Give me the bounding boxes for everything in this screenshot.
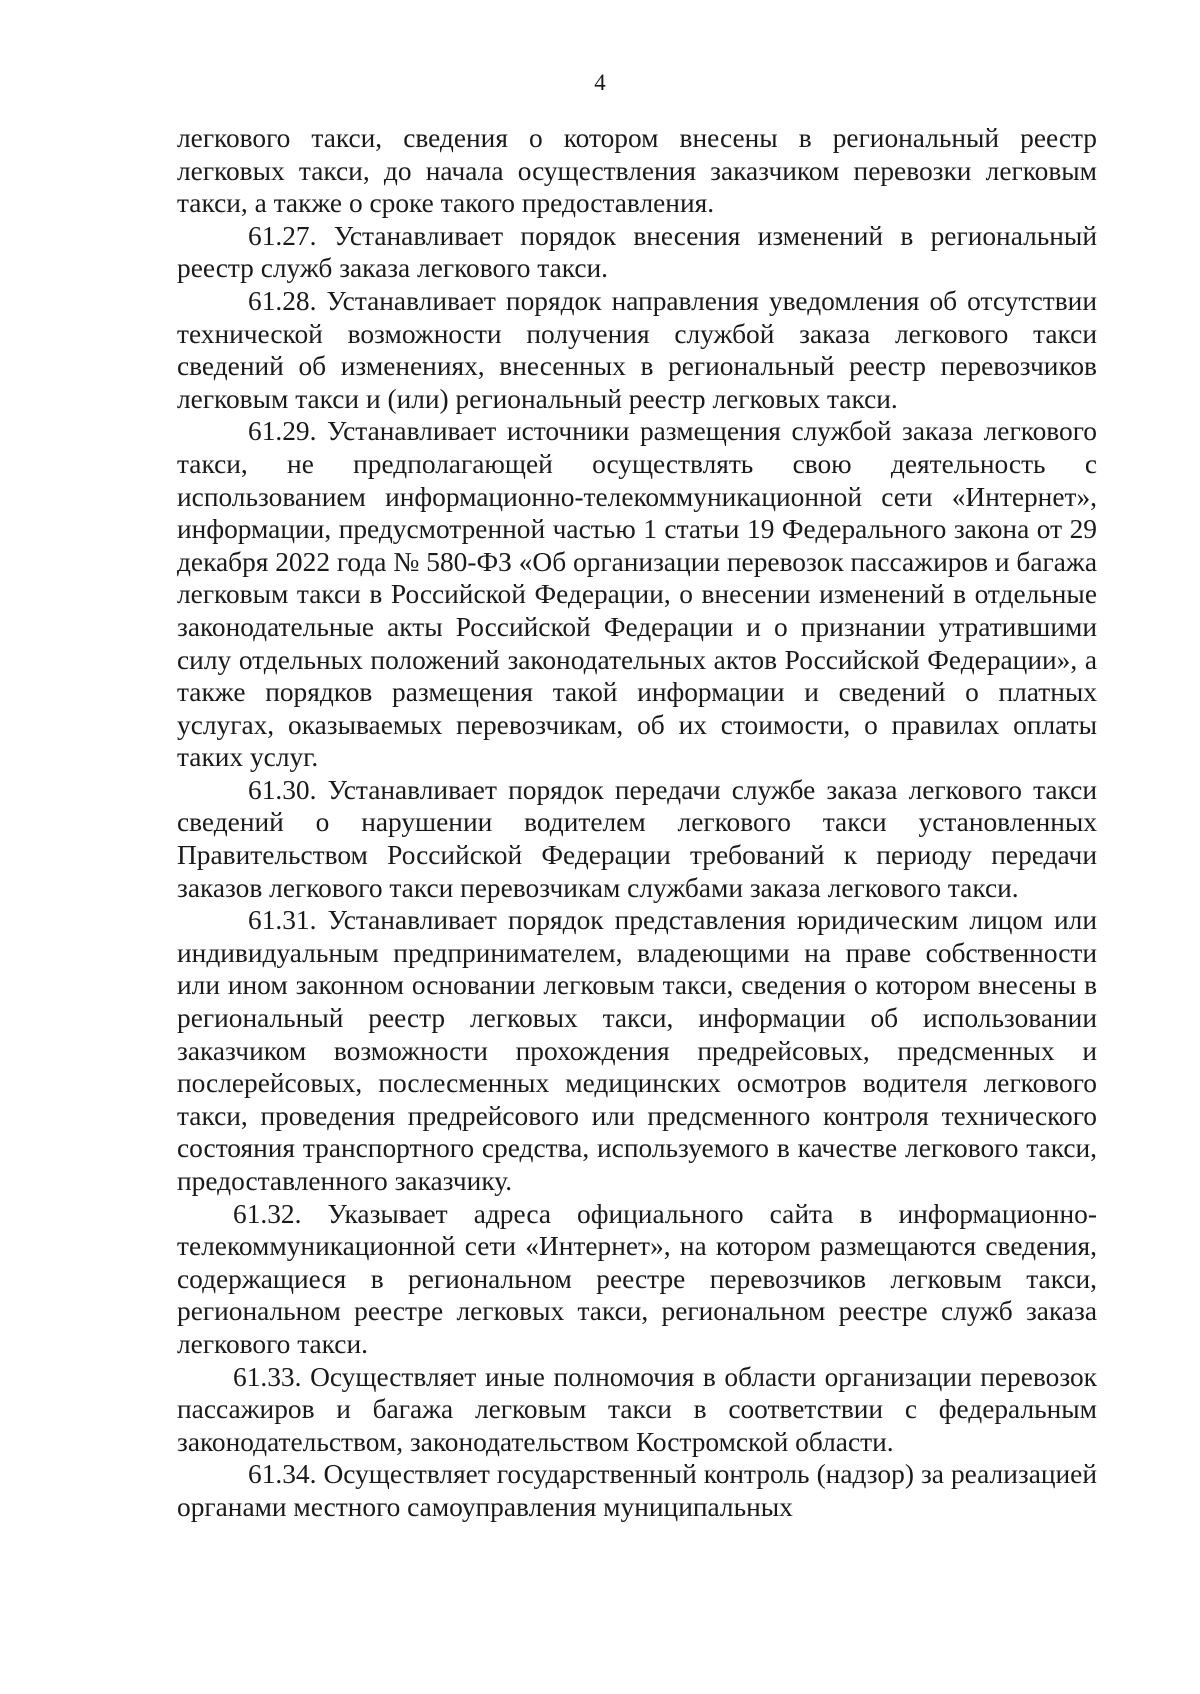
paragraph-61-32: 61.32. Указывает адреса официального сайта в информационно-телекоммуникационной сети «Интернет», на котором размещаются сведения, содержащиеся в региональном реестре перевозчиков легковым такси, региональном реестре легковых такси, региональном реестре служб заказа легкового такси. [177, 1198, 1097, 1359]
paragraph-continuation: легкового такси, сведения о котором внесены в региональный реестр легковых такси, до начала осуществления заказчиком перевозки легковым такси, а также о сроке такого предоставления. [177, 123, 1097, 219]
paragraph-61-34: 61.34. Осуществляет государственный контроль (надзор) за реализацией органами местного самоуправления муниципальных [177, 1459, 1097, 1522]
paragraph-61-30: 61.30. Устанавливает порядок передачи службе заказа легкового такси сведений о нарушении водителем легкового такси установленных Правительством Российской Федерации требований к периоду передачи заказов легкового такси перевозчикам службами заказа легкового такси. [177, 774, 1097, 903]
paragraph-61-29: 61.29. Устанавливает источники размещения службой заказа легкового такси, не предполагающей осуществлять свою деятельность с использованием информационно-телекоммуникационной сети «Интернет», информации, предусмотренной частью 1 статьи 19 Федерального закона от 29 декабря 2022 года № 580-ФЗ «Об организации перевозок пассажиров и багажа легковым такси в Российской Федерации, о внесении изменений в отдельные законодательные акты Российской Федерации и о признании утратившими силу отдельных положений законодательных актов Российской Федерации», а также порядков размещения такой информации и сведений о платных услугах, оказываемых перевозчикам, об их стоимости, о правилах оплаты таких услуг. [177, 416, 1097, 773]
page-number: 4 [594, 70, 606, 95]
paragraph-61-33: 61.33. Осуществляет иные полномочия в области организации перевозок пассажиров и багажа легковым такси в соответствии с федеральным законодательством, законодательством Костромской области. [177, 1361, 1097, 1457]
paragraph-61-27: 61.27. Устанавливает порядок внесения изменений в региональный реестр служб заказа легкового такси. [177, 220, 1097, 284]
paragraph-61-31: 61.31. Устанавливает порядок представления юридическим лицом или индивидуальным предпринимателем, владеющими на праве собственности или ином законном основании легковым такси, сведения о котором внесены в региональный реестр легковых такси, информации об использовании заказчиком возможности прохождения предрейсовых, предсменных и послерейсовых, послесменных медицинских осмотров водителя легкового такси, проведения предрейсового или предсменного контроля технического состояния транспортного средства, используемого в качестве легкового такси, предоставленного заказчику. [177, 905, 1097, 1196]
paragraph-61-28: 61.28. Устанавливает порядок направления уведомления об отсутствии технической возможности получения службой заказа легкового такси сведений об изменениях, внесенных в региональный реестр перевозчиков легковым такси и (или) региональный реестр легковых такси. [177, 285, 1097, 414]
document-body [177, 122, 1097, 1524]
